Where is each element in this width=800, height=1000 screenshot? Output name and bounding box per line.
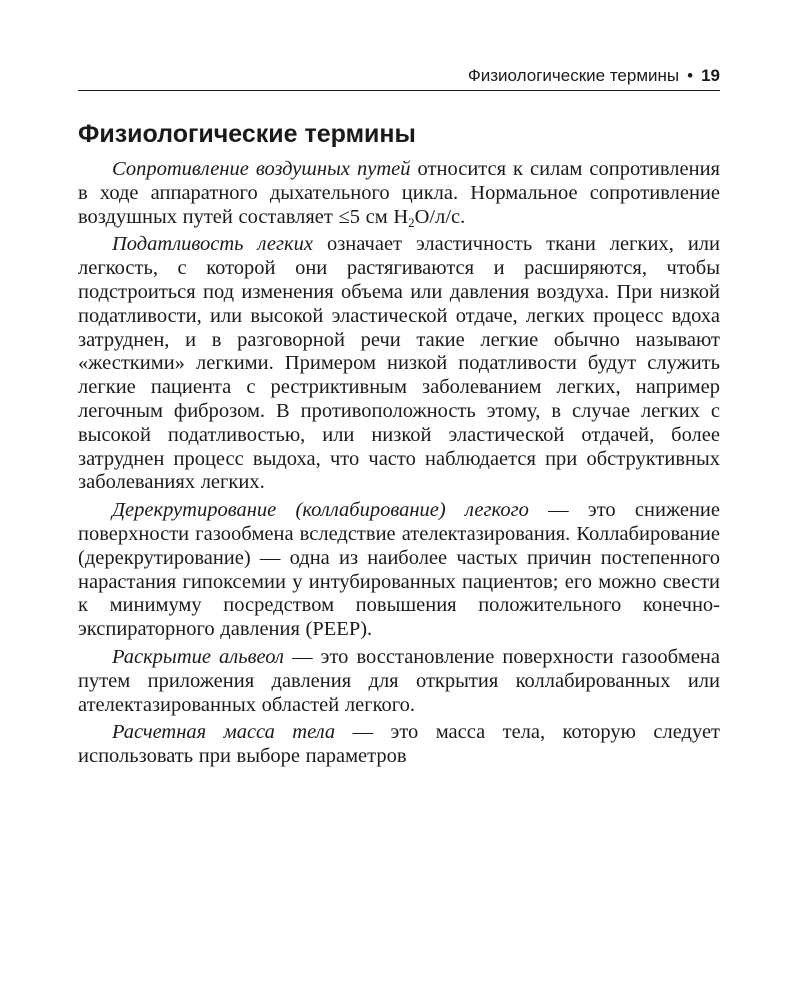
term-derecruitment: Дерекрутирование (коллабирование) легкого bbox=[112, 499, 529, 522]
term-alveolar-recruitment: Раскрытие альвеол bbox=[112, 645, 284, 668]
paragraph-derecruitment bbox=[78, 499, 720, 642]
paragraph-text: — это масса тела, которую следует использовать при выборе параметров bbox=[78, 721, 720, 768]
header-separator: • bbox=[687, 66, 694, 85]
paragraph-predicted-body-weight bbox=[78, 721, 720, 769]
term-predicted-body-weight: Расчетная масса тела bbox=[112, 721, 336, 744]
paragraph-text: O/л/с. bbox=[414, 205, 466, 228]
running-title: Физиологические термины bbox=[467, 66, 680, 85]
paragraph-text: относится к силам сопротивления в ходе аппаратного дыхательного цикла. Нормальное сопротивление воздушных путей составляет ≤5 см H bbox=[78, 158, 720, 228]
page-number: 19 bbox=[701, 66, 720, 85]
subscript: 2 bbox=[408, 214, 415, 230]
section-title: Физиологические термины bbox=[78, 120, 416, 148]
paragraph-text: — это снижение поверхности газообмена вследствие ателектазирования. Коллабирование (дерекрутирование) — одна из наиболее частых причин постепенного нарастания гипоксемии у интубированных пациентов; его можно свести к минимуму посредством повышения положительного конечно-экспираторного давления (PEEP). bbox=[78, 499, 720, 641]
term-airway-resistance: Сопротивление воздушных путей bbox=[112, 158, 411, 180]
paragraph-airway-resistance bbox=[78, 158, 720, 229]
paragraph-alveolar-recruitment bbox=[78, 646, 720, 717]
running-header bbox=[78, 62, 720, 91]
term-lung-compliance: Податливость легких bbox=[112, 233, 313, 256]
paragraph-text: — это восстановление поверхности газообмена путем приложения давления для открытия коллабированных или ателектазированных областей легкого. bbox=[78, 645, 720, 716]
body-text bbox=[78, 158, 720, 773]
paragraph-lung-compliance bbox=[78, 233, 720, 495]
paragraph-text: означает эластичность ткани легких, или легкость, с которой они растягиваются и расширяются, чтобы подстроиться под изменения объема или давления воздуха. При низкой податливости, или высокой эластической отдаче, легких процесс вдоха затруднен, и в разговорной речи такие легкие обычно называют «жесткими» легкими. Примером низкой податливости будут служить легкие пациента с рестриктивным заболеванием легких, например легочным фиброзом. В противоположность этому, в случае легких с высокой податливостью, или низкой эластической отдачей, более затруднен процесс выдоха, что часто наблюдается при обструктивных заболеваниях легких. bbox=[78, 233, 720, 494]
